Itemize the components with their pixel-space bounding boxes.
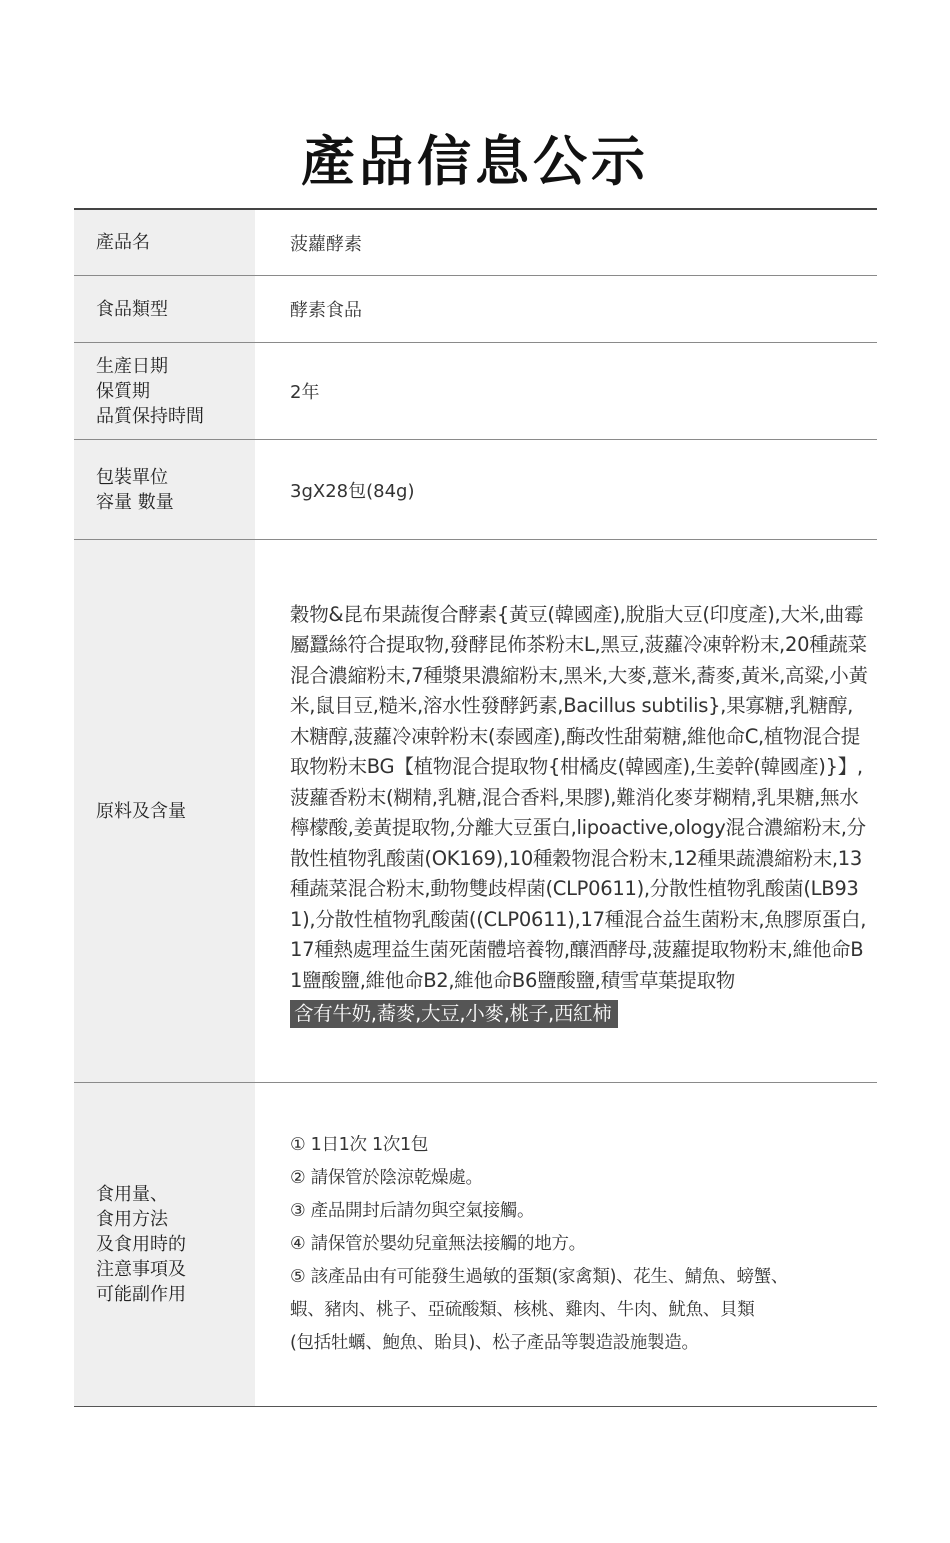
usage-line: (包括牡蠣、鮑魚、貽貝)、松子產品等製造設施製造。 (290, 1333, 699, 1353)
label-cell (74, 276, 255, 342)
row-usage (74, 1083, 877, 1407)
label-cell (74, 440, 255, 539)
row-label: 及食用時的 (96, 1234, 186, 1255)
product-info-table (74, 208, 877, 1407)
food-type-value: 酵素食品 (290, 300, 362, 321)
page-title: 產品信息公示 (301, 130, 649, 193)
row-label: 食用方法 (96, 1209, 168, 1230)
row-label: 食用量、 (96, 1184, 168, 1205)
row-label: 生產日期 (96, 355, 168, 377)
row-label: 原料及含量 (96, 800, 186, 822)
usage-line: ④ 請保管於嬰幼兒童無法接觸的地方。 (290, 1234, 586, 1254)
allergen-notice: 含有牛奶,蕎麥,大豆,小麥,桃子,西紅柿 (290, 1000, 618, 1028)
row-product-name (74, 210, 877, 276)
row-ingredients (74, 540, 877, 1083)
row-label: 包裝單位 (96, 466, 168, 488)
usage-line: ③ 產品開封后請勿與空氣接觸。 (290, 1201, 535, 1221)
usage-line: ② 請保管於陰涼乾燥處。 (290, 1168, 483, 1188)
label-cell (74, 1083, 255, 1406)
row-label: 容量 數量 (96, 491, 174, 513)
row-label: 保質期 (96, 380, 150, 402)
usage-cell (255, 1083, 877, 1406)
row-label: 品質保持時間 (96, 405, 204, 427)
ingredients-cell (255, 540, 877, 1082)
label-cell (74, 210, 255, 275)
usage-line: 蝦、豬肉、桃子、亞硫酸類、核桃、雞肉、牛肉、魷魚、貝類 (290, 1300, 755, 1320)
package-value: 3gX28包(84g) (290, 480, 415, 502)
ingredients-text: 穀物&昆布果蔬復合酵素{黃豆(韓國產),脫脂大豆(印度產),大米,曲霉屬蠶絲符合提取物,發酵昆佈茶粉末L,黑豆,菠蘿冷凍幹粉末,20種蔬菜混合濃縮粉末,7種漿果濃縮粉末,黑米,大麥,薏米,蕎麥,黃米,高粱,小黃米,鼠目豆,糙米,溶水性發酵鈣素,Bacillus subtilis},果寡糖,乳糖醇,木糖醇,菠蘿冷凍幹粉末(泰國產),酶改性甜菊糖,維他命C,植物混合提取物粉末BG【植物混合提取物{柑橘皮(韓國產),生姜幹(韓國產)}】,菠蘿香粉末(糊精,乳糖,混合香料,果膠),難消化麥芽糊精,乳果糖,無水檸檬酸,姜黃提取物,分離大豆蛋白,lipoactive,ology混合濃縮粉末,分散性植物乳酸菌(OK169),10種穀物混合粉末,12種果蔬濃縮粉末,13種蔬菜混合粉末,動物雙歧桿菌(CLP0611),分散性植物乳酸菌(LB931),分散性植物乳酸菌((CLP0611),17種混合益生菌粉末,魚膠原蛋白,17種熱處理益生菌死菌體培養物,釀酒酵母,菠蘿提取物粉末,維他命B1鹽酸鹽,維他命B2,維他命B6鹽酸鹽,積雪草葉提取物 (290, 602, 868, 992)
row-label: 可能副作用 (96, 1284, 186, 1305)
label-cell (74, 343, 255, 439)
row-label: 食品類型 (96, 298, 168, 320)
row-label: 產品名 (96, 232, 150, 253)
product-name-value: 菠蘿酵素 (290, 233, 362, 255)
usage-line: ⑤ 該產品由有可能發生過敏的蛋類(家禽類)、花生、鯖魚、螃蟹、 (290, 1267, 789, 1287)
usage-line: ① 1日1次 1次1包 (290, 1135, 429, 1155)
row-package (74, 440, 877, 540)
usage-list (290, 1129, 788, 1360)
row-shelf-life (74, 343, 877, 440)
row-label: 注意事項及 (96, 1259, 186, 1280)
label-cell (74, 540, 255, 1082)
shelf-life-value: 2年 (290, 382, 320, 403)
row-food-type (74, 276, 877, 343)
